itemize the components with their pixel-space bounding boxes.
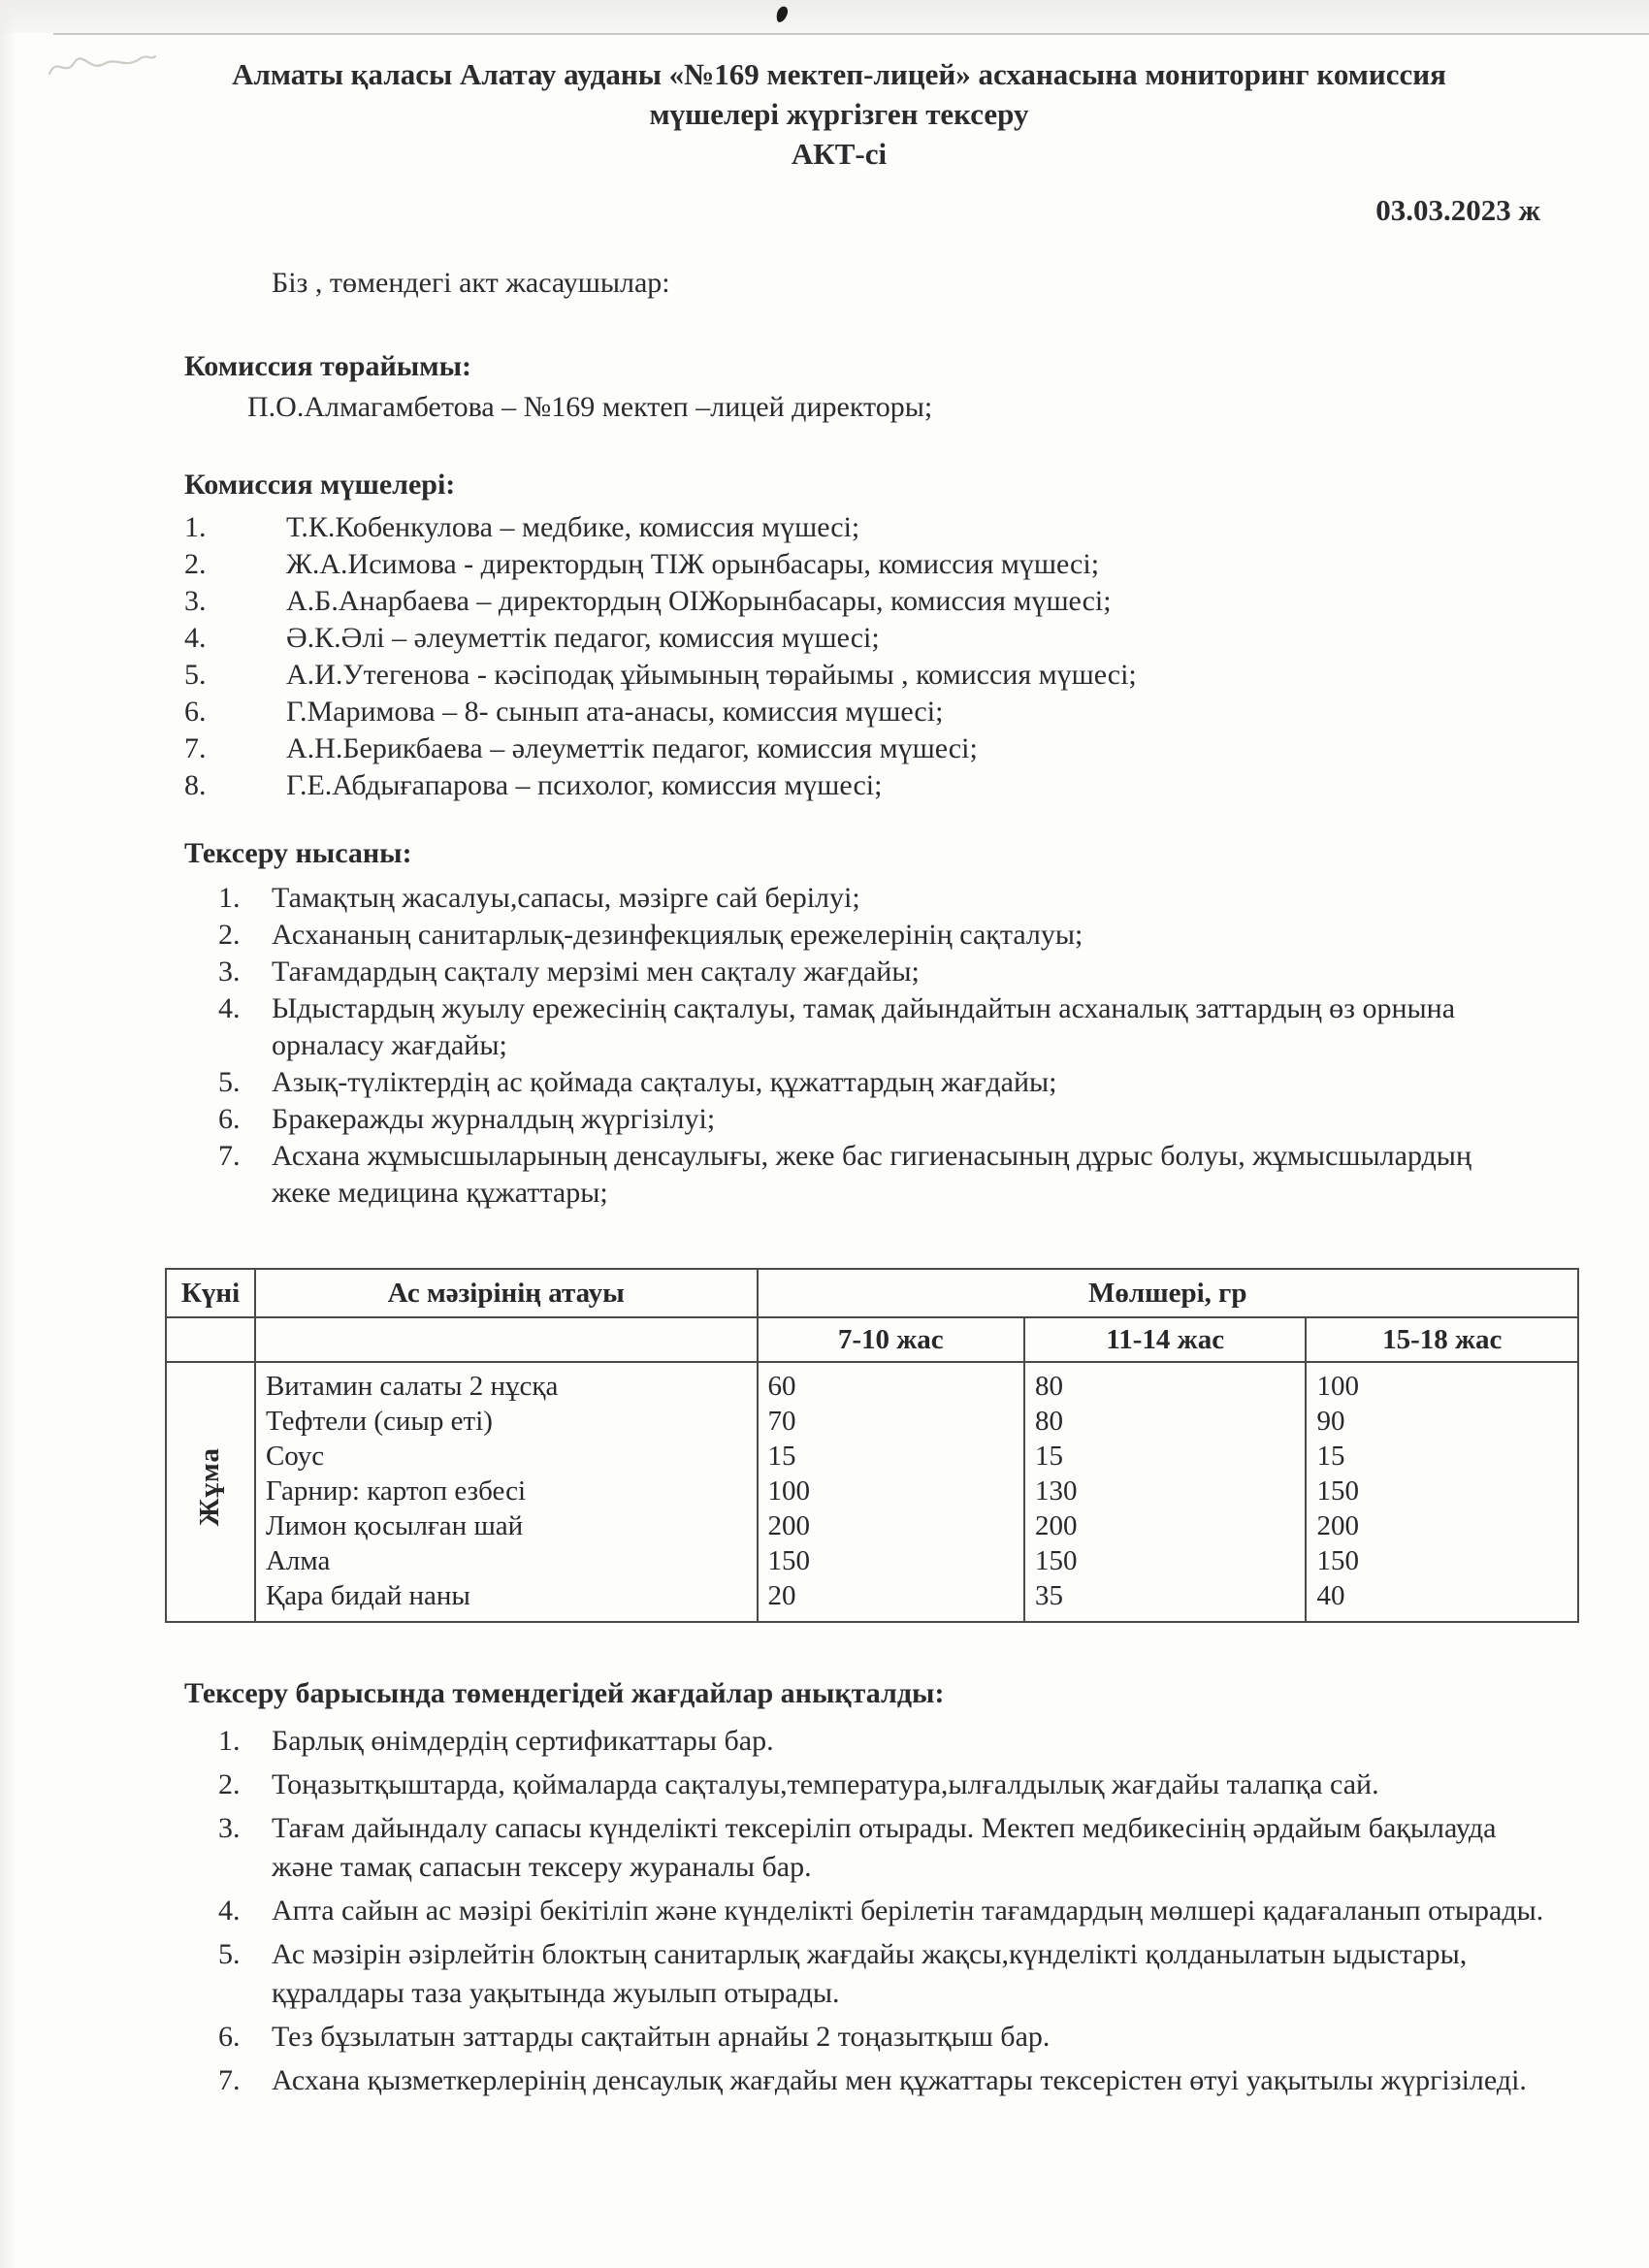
menu-amount-7-10: 200 bbox=[767, 1510, 810, 1541]
menu-amount-7-10: 20 bbox=[767, 1580, 796, 1611]
amount-cell-7-10 bbox=[758, 1362, 1025, 1622]
table-subheader-row bbox=[166, 1317, 1578, 1362]
list-item-number: 7. bbox=[218, 1140, 241, 1172]
empty-cell bbox=[166, 1317, 255, 1362]
list-item-number: 1. bbox=[184, 511, 207, 543]
list-item bbox=[184, 657, 1649, 694]
inspection-item-text: Азық-түліктердің ас қоймада сақталуы, құжаттардың жағдайы; bbox=[272, 1066, 1057, 1098]
menu-dish: Гарнир: картоп езбесі bbox=[265, 1475, 527, 1507]
scan-left-shade bbox=[0, 0, 16, 2268]
list-item bbox=[218, 2018, 1649, 2057]
finding-text: Асхана қызметкерлерінің денсаулық жағдайы мен құжаттары тексерістен өтуі уақытылы жүргізіледі. bbox=[272, 2064, 1527, 2096]
list-item-number: 3. bbox=[184, 585, 207, 617]
list-item bbox=[218, 1766, 1649, 1804]
table-header-row bbox=[166, 1269, 1578, 1317]
document-title bbox=[136, 54, 1542, 174]
list-item bbox=[184, 694, 1649, 730]
list-item-number: 2. bbox=[218, 1768, 241, 1800]
chair-name: П.О.Алмагамбетова – №169 мектеп –лицей директоры; bbox=[247, 391, 933, 423]
list-item-number: 6. bbox=[218, 2021, 241, 2053]
menu-amount-11-14: 35 bbox=[1035, 1580, 1063, 1611]
col-header-age-11-14: 11-14 жас bbox=[1024, 1317, 1306, 1362]
ink-spot bbox=[769, 3, 794, 30]
col-header-age-15-18: 15-18 жас bbox=[1306, 1317, 1578, 1362]
member-text: А.Н.Берикбаева – әлеуметтік педагог, комиссия мүшесі; bbox=[286, 732, 978, 764]
inspection-item-text: Асхананың санитарлық-дезинфекциялық ережелерінің сақталуы; bbox=[272, 919, 1083, 951]
list-item bbox=[184, 509, 1649, 546]
list-item-number: 4. bbox=[184, 622, 207, 654]
empty-cell bbox=[255, 1317, 758, 1362]
menu-amount-15-18: 40 bbox=[1316, 1580, 1345, 1611]
members-heading: Комиссия мүшелері: bbox=[184, 469, 456, 501]
inspection-list bbox=[218, 880, 1649, 1212]
findings-heading: Тексеру барысында төмендегідей жағдайлар анықталды: bbox=[184, 1677, 945, 1709]
list-item bbox=[184, 730, 1649, 767]
list-item bbox=[218, 1138, 1649, 1212]
finding-text: Ас мәзірін әзірлейтін блоктың санитарлық жағдайы жақсы,күнделікті қолданылатын ыдыстары, құралдары таза уақытында жуылып отырады. bbox=[272, 1938, 1468, 2009]
inspection-item-text: Ыдыстардың жуылу ережесінің сақталуы, тамақ дайындайтын асханалық заттардың өз орнына орналасу жағдайы; bbox=[272, 992, 1456, 1061]
finding-text: Апта сайын ас мәзірі бекітіліп және күнделікті берілетін тағамдардың мөлшері қадағаланып отырады. bbox=[272, 1895, 1544, 1927]
member-text: А.И.Утегенова - кәсіподақ ұйымының төрайымы , комиссия мүшесі; bbox=[286, 659, 1137, 691]
member-text: Г.Маримова – 8- сынып ата-анасы, комиссия мүшесі; bbox=[286, 696, 944, 728]
list-item-number: 5. bbox=[184, 659, 207, 691]
list-item-number: 2. bbox=[218, 919, 241, 951]
list-item-number: 2. bbox=[184, 548, 207, 580]
inspection-item-text: Тағамдардың сақталу мерзімі мен сақталу жағдайы; bbox=[272, 956, 920, 988]
list-item bbox=[184, 546, 1649, 583]
member-text: Т.К.Кобенкулова – медбике, комиссия мүшесі; bbox=[286, 511, 860, 543]
col-header-amount: Мөлшері, гр bbox=[758, 1269, 1579, 1317]
menu-amount-15-18: 90 bbox=[1316, 1406, 1345, 1437]
list-item-number: 5. bbox=[218, 1066, 241, 1098]
inspection-item-text: Тамақтың жасалуы,сапасы, мәзірге сай берілуі; bbox=[272, 882, 860, 914]
list-item-number: 3. bbox=[218, 1812, 241, 1844]
day-label: Жұма bbox=[194, 1447, 226, 1527]
menu-amount-11-14: 15 bbox=[1035, 1441, 1063, 1472]
member-text: Г.Е.Абдығапарова – психолог, комиссия мүшесі; bbox=[286, 769, 883, 801]
list-item bbox=[218, 1101, 1649, 1138]
findings-list bbox=[218, 1722, 1649, 2100]
finding-text: Барлық өнімдердің сертификаттары бар. bbox=[272, 1725, 774, 1757]
list-item bbox=[184, 620, 1649, 657]
chair-heading: Комиссия төрайымы: bbox=[184, 350, 472, 382]
day-cell bbox=[166, 1362, 255, 1622]
pencil-squiggle-mark bbox=[44, 43, 160, 89]
finding-text: Тез бұзылатын заттарды сақтайтын арнайы 2 тоңазытқыш бар. bbox=[272, 2021, 1051, 2053]
amount-cell-11-14 bbox=[1024, 1362, 1306, 1622]
intro-text: Біз , төмендегі акт жасаушылар: bbox=[272, 267, 670, 299]
menu-dish: Қара бидай наны bbox=[265, 1580, 470, 1611]
title-line-3: АКТ-сі bbox=[791, 137, 888, 171]
col-header-dish: Ас мәзірінің атауы bbox=[255, 1269, 758, 1317]
inspection-item-text: Бракеражды журналдың жүргізілуі; bbox=[272, 1103, 716, 1135]
member-text: А.Б.Анарбаева – директордың ОІЖорынбасары, комиссия мүшесі; bbox=[286, 585, 1112, 617]
menu-amount-11-14: 130 bbox=[1035, 1475, 1078, 1507]
scan-edge-strip bbox=[0, 0, 1649, 33]
list-item-number: 4. bbox=[218, 992, 241, 1024]
menu-amount-7-10: 70 bbox=[767, 1406, 796, 1437]
menu-amount-7-10: 15 bbox=[767, 1441, 796, 1472]
title-line-1: Алматы қаласы Алатау ауданы «№169 мектеп-лицей» асханасына мониторинг комиссия bbox=[232, 57, 1446, 91]
list-item bbox=[218, 1722, 1649, 1761]
list-item-number: 8. bbox=[184, 769, 207, 801]
dish-list-cell bbox=[255, 1362, 758, 1622]
inspection-item-text: Асхана жұмысшыларының денсаулығы, жеке бас гигиенасының дұрыс болуы, жұмысшылардың жеке медицина құжаттары; bbox=[272, 1140, 1472, 1209]
list-item bbox=[184, 583, 1649, 620]
member-text: Ә.К.Әлі – әлеуметтік педагог, комиссия мүшесі; bbox=[286, 622, 880, 654]
list-item bbox=[218, 880, 1649, 917]
menu-amount-11-14: 200 bbox=[1035, 1510, 1078, 1541]
menu-amount-7-10: 150 bbox=[767, 1545, 810, 1576]
menu-amount-15-18: 200 bbox=[1316, 1510, 1359, 1541]
menu-amount-11-14: 80 bbox=[1035, 1406, 1063, 1437]
list-item-number: 5. bbox=[218, 1938, 241, 1970]
menu-amount-15-18: 15 bbox=[1316, 1441, 1345, 1472]
document-date: 03.03.2023 ж bbox=[1375, 193, 1540, 227]
menu-amount-11-14: 80 bbox=[1035, 1371, 1063, 1402]
table-row bbox=[166, 1362, 1578, 1622]
list-item-number: 6. bbox=[184, 696, 207, 728]
menu-dish: Соус bbox=[265, 1441, 325, 1472]
amount-cell-15-18 bbox=[1306, 1362, 1578, 1622]
menu-dish: Лимон қосылған шай bbox=[265, 1510, 524, 1541]
list-item-number: 1. bbox=[218, 1725, 241, 1757]
list-item-number: 3. bbox=[218, 956, 241, 988]
menu-amount-11-14: 150 bbox=[1035, 1545, 1078, 1576]
list-item-number: 1. bbox=[218, 882, 241, 914]
list-item bbox=[218, 1935, 1649, 2013]
menu-table bbox=[165, 1268, 1579, 1623]
member-text: Ж.А.Исимова - директордың ТІЖ орынбасары, комиссия мүшесі; bbox=[286, 548, 1100, 580]
members-list bbox=[184, 509, 1649, 804]
finding-text: Тоңазытқыштарда, қоймаларда сақталуы,температура,ылғалдылық жағдайы талапқа сай. bbox=[272, 1768, 1379, 1800]
list-item-number: 7. bbox=[184, 732, 207, 764]
list-item bbox=[184, 767, 1649, 804]
menu-amount-15-18: 100 bbox=[1316, 1371, 1359, 1402]
menu-dish: Витамин салаты 2 нұсқа bbox=[265, 1371, 559, 1402]
list-item bbox=[218, 2061, 1649, 2100]
finding-text: Тағам дайындалу сапасы күнделікті тексеріліп отырады. Мектеп медбикесінің әрдайым бақылауда және тамақ сапасын тексеру жураналы бар. bbox=[272, 1812, 1497, 1883]
inspection-heading: Тексеру нысаны: bbox=[184, 837, 412, 869]
list-item bbox=[218, 917, 1649, 954]
list-item-number: 7. bbox=[218, 2064, 241, 2096]
list-item bbox=[218, 990, 1649, 1064]
menu-dish: Алма bbox=[265, 1545, 331, 1576]
list-item bbox=[218, 954, 1649, 990]
menu-amount-7-10: 60 bbox=[767, 1371, 796, 1402]
menu-dish: Тефтели (сиыр еті) bbox=[265, 1406, 493, 1437]
list-item bbox=[218, 1892, 1649, 1930]
list-item-number: 6. bbox=[218, 1103, 241, 1135]
list-item-number: 4. bbox=[218, 1895, 241, 1927]
col-header-day: Күні bbox=[166, 1269, 255, 1317]
list-item bbox=[218, 1809, 1649, 1887]
list-item bbox=[218, 1064, 1649, 1101]
col-header-age-7-10: 7-10 жас bbox=[758, 1317, 1025, 1362]
scan-edge-line bbox=[53, 33, 1649, 35]
menu-amount-7-10: 100 bbox=[767, 1475, 810, 1507]
title-line-2: мүшелері жүргізген тексеру bbox=[649, 97, 1029, 131]
menu-amount-15-18: 150 bbox=[1316, 1475, 1359, 1507]
menu-amount-15-18: 150 bbox=[1316, 1545, 1359, 1576]
